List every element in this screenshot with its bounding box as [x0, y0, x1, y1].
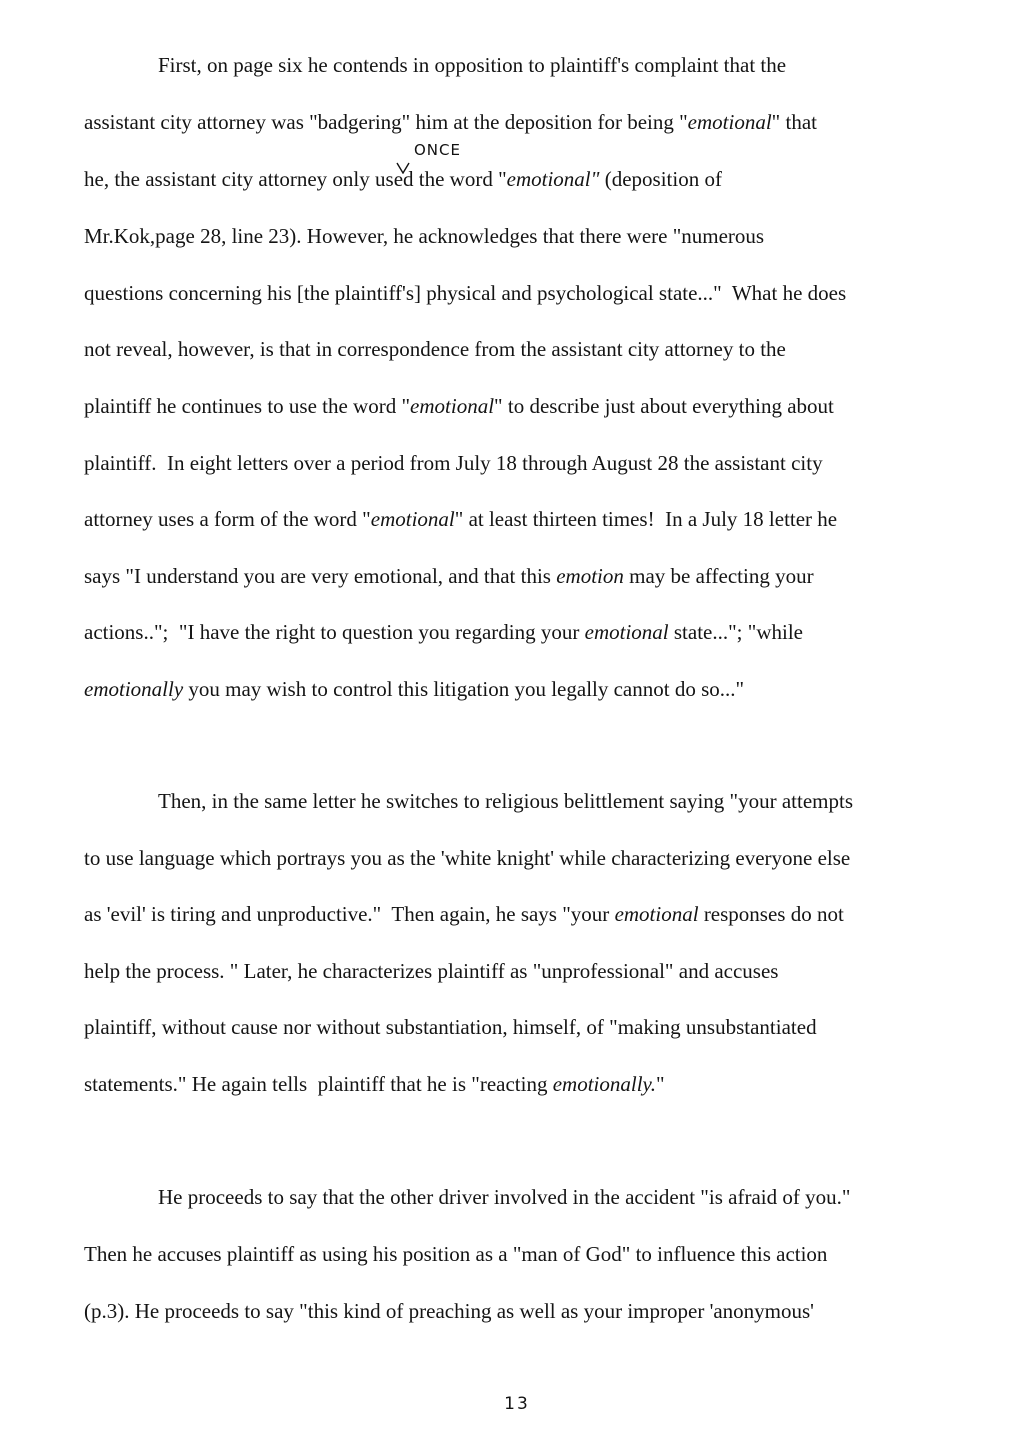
- text-line: Then he accuses plaintiff as using his position as a "man of God" to influence this action: [84, 1242, 828, 1266]
- text-line: attorney uses a form of the word "emotional" at least thirteen times! In a July 18 letter he: [84, 507, 838, 531]
- text-line: says "I understand you are very emotional, and that this emotion may be affecting your: [84, 564, 814, 588]
- text-line: Then, in the same letter he switches to religious belittlement saying "your attempts: [158, 789, 853, 813]
- text-line: actions.."; "I have the right to question you regarding your emotional state..."; "while: [84, 620, 803, 644]
- text-line: (p.3). He proceeds to say "this kind of preaching as well as your improper 'anonymous': [84, 1299, 814, 1323]
- text-line: help the process. " Later, he characterizes plaintiff as "unprofessional" and accuses: [84, 959, 779, 983]
- text-line: he, the assistant city attorney only used the word "emotional" (deposition of: [84, 167, 722, 191]
- text-line: He proceeds to say that the other driver involved in the accident "is afraid of you.": [158, 1185, 851, 1209]
- text-line: statements." He again tells plaintiff that he is "reacting emotionally.": [84, 1072, 665, 1096]
- text-line: questions concerning his [the plaintiff's] physical and psychological state..." What he does: [84, 281, 847, 305]
- insertion-caret-icon: [396, 162, 410, 174]
- text-line: not reveal, however, is that in correspondence from the assistant city attorney to the: [84, 337, 786, 361]
- page-number: 13: [504, 1394, 530, 1414]
- text-line: plaintiff, without cause nor without substantiation, himself, of "making unsubstantiated: [84, 1015, 817, 1039]
- text-line: assistant city attorney was "badgering" him at the deposition for being "emotional" that: [84, 110, 817, 134]
- text-line: to use language which portrays you as the 'white knight' while characterizing everyone else: [84, 846, 851, 870]
- text-line: plaintiff. In eight letters over a period from July 18 through August 28 the assistant city: [84, 451, 823, 475]
- text-line: plaintiff he continues to use the word "emotional" to describe just about everything about: [84, 394, 834, 418]
- handwritten-annotation: ONCE: [414, 141, 461, 159]
- text-line: emotionally you may wish to control this litigation you legally cannot do so...": [84, 677, 745, 701]
- text-line: First, on page six he contends in opposition to plaintiff's complaint that the: [158, 53, 787, 77]
- text-line: Mr.Kok,page 28, line 23). However, he acknowledges that there were "numerous: [84, 224, 765, 248]
- text-line: as 'evil' is tiring and unproductive." Then again, he says "your emotional responses do not: [84, 902, 844, 926]
